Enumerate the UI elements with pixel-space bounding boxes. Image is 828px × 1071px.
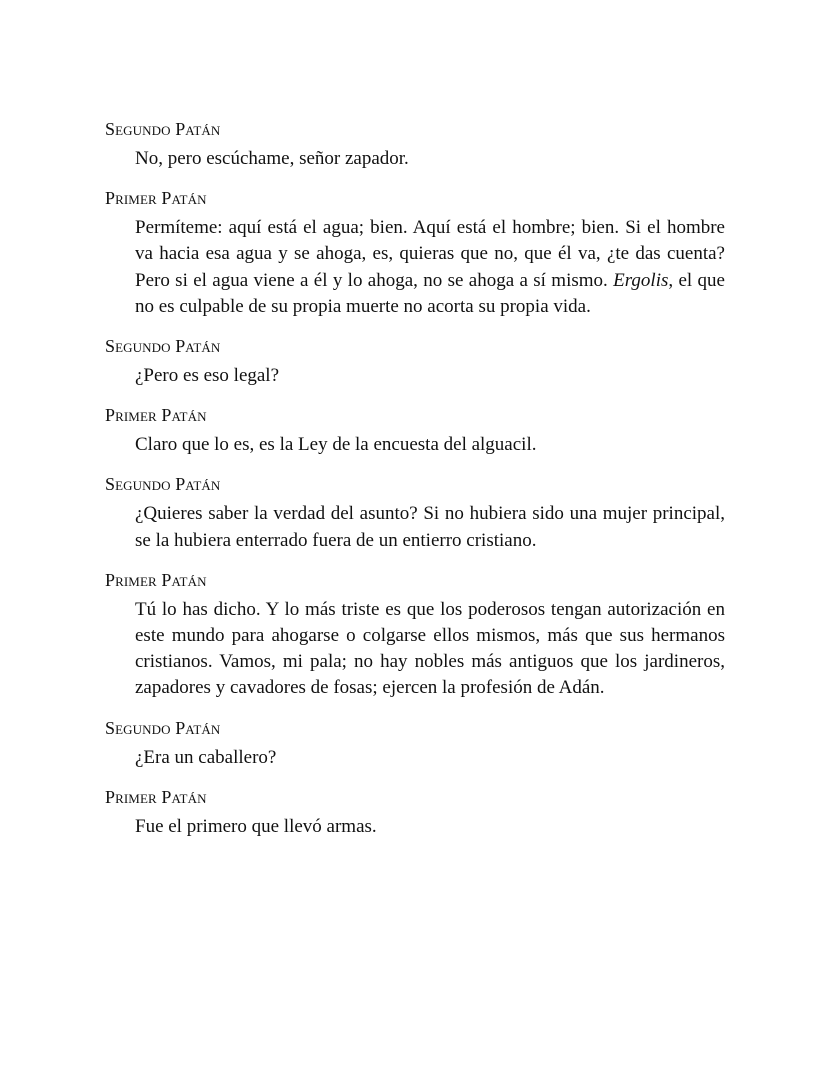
speech-block xyxy=(105,473,725,553)
speech-block xyxy=(105,786,725,840)
dialogue-line: Claro que lo es, es la Ley de la encuesta del alguacil. xyxy=(135,434,537,456)
speaker-name: Primer Patán xyxy=(105,405,207,426)
latin-term: Ergolis xyxy=(613,269,669,291)
dialogue-line: ¿Era un caballero? xyxy=(135,746,277,768)
speaker-name: Primer Patán xyxy=(105,569,207,590)
dialogue-text: , el que no es culpable de su propia muerte no acorta su propia vida. xyxy=(135,269,725,317)
speech-block xyxy=(105,404,725,458)
dialogue-line: ¿Pero es eso legal? xyxy=(135,365,280,387)
speech-block xyxy=(105,187,725,320)
dialogue-line: Tú lo has dicho. Y lo más triste es que los poderosos tengan autorización en este mundo para ahogarse o colgarse ellos mismos, más que sus hermanos cristianos. Vamos, mi pala; no hay nobles más antiguos que los jardineros, zapadores y cavadores de fosas; ejercen la profesión de Adán. xyxy=(135,598,725,699)
speech-block xyxy=(105,118,725,172)
dialogue-line: Fue el primero que llevó armas. xyxy=(135,815,377,837)
dialogue-line: ¿Quieres saber la verdad del asunto? Si no hubiera sido una mujer principal, se la hubiera enterrado fuera de un entierro cristiano. xyxy=(135,503,725,551)
speaker-name: Segundo Patán xyxy=(105,717,221,738)
speaker-name: Segundo Patán xyxy=(105,474,221,495)
dialogue-line xyxy=(135,215,725,320)
speaker-name: Segundo Patán xyxy=(105,119,221,139)
dialogue-text: Permíteme: aquí está el agua; bien. Aquí está el hombre; bien. Si el hombre va hacia esa agua y se ahoga, es, quieras que no, que él va, ¿te das cuenta? Pero si el agua viene a él y lo ahoga, no se ahoga a sí mismo. xyxy=(135,217,725,291)
speech-block xyxy=(105,335,725,389)
speech-block xyxy=(105,569,725,702)
speaker-name: Primer Patán xyxy=(105,188,207,209)
speech-block xyxy=(105,717,725,771)
dialogue-line: No, pero escúchame, señor zapador. xyxy=(135,148,409,169)
script-page xyxy=(105,118,725,855)
speaker-name: Segundo Patán xyxy=(105,336,221,357)
speaker-name: Primer Patán xyxy=(105,786,207,807)
